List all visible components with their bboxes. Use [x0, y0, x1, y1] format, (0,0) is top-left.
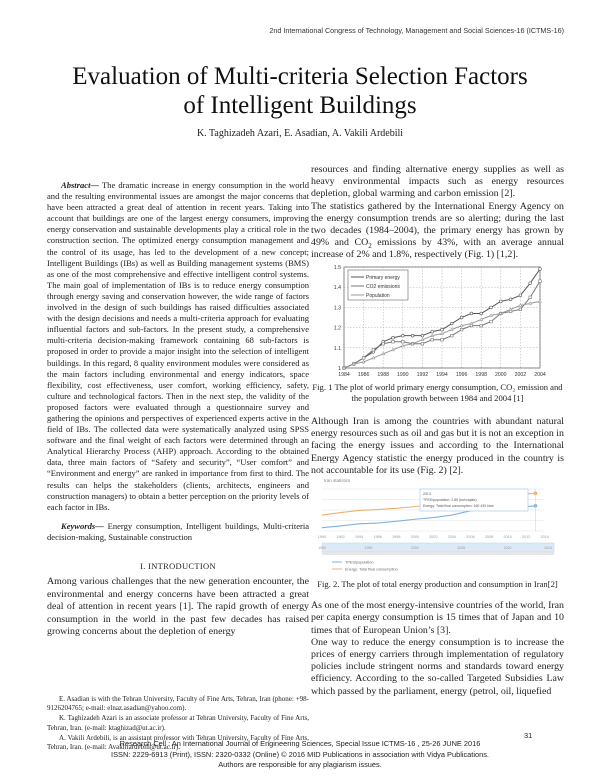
legend-label: TPES/population: [345, 560, 374, 565]
x-tick-label: 2002: [429, 535, 438, 540]
data-point: [480, 324, 483, 327]
x-tick-label: 2004: [447, 535, 457, 540]
paper-title: [0, 62, 600, 120]
data-point: [460, 316, 463, 319]
text: emissions by 43%, with an average annual increase of 2% and 1.8%, respectively (Fig. 1) [1,2].: [311, 237, 564, 261]
text: The statistics gathered by the International Energy Agency on the energy consumption trends are so alerting; during the last two decades (1984–2004), the primary energy has grown by 49% and CO: [311, 200, 564, 249]
data-point: [372, 348, 375, 351]
figure-2-caption: Fig. 2. The plot of total energy production and consumption in Iran[2]: [317, 579, 558, 590]
x-tick-label: 2012: [521, 535, 531, 540]
data-point: [441, 328, 444, 331]
data-point: [402, 340, 405, 343]
x-tick-label: 2006: [466, 535, 475, 540]
data-point: [460, 328, 463, 331]
legend-label: Energy: Total final consumption: [345, 567, 398, 572]
x-tick-label: 2004: [534, 371, 546, 378]
figure-2-chart: [318, 477, 558, 577]
navigator-tick: 1990: [318, 546, 326, 551]
title-line: of Intelligent Buildings: [183, 92, 417, 119]
x-tick-label: 1990: [397, 371, 409, 378]
x-tick-label: 1998: [475, 371, 487, 378]
x-tick-label: 2000: [410, 535, 420, 540]
legend-label: CO2 emissions: [366, 283, 400, 290]
right-paragraphs-1: [311, 164, 564, 262]
chart-title: Iran statistics: [324, 478, 351, 484]
x-tick-label: 1992: [416, 371, 429, 378]
x-tick-label: 1988: [377, 371, 389, 378]
y-tick-label: 1.5: [333, 264, 341, 271]
x-tick-label: 2014: [540, 535, 549, 540]
legend-label: Population: [366, 292, 390, 299]
data-point: [411, 334, 414, 337]
data-point: [470, 312, 473, 315]
data-point: [421, 342, 424, 345]
tooltip-year: 2013: [423, 492, 431, 497]
footnote: K. Taghizadeh Azari is an associate professor at Tehran University, Faculty of Fine Arts, Tehran, Iran. (e-mail: ktaghizad@ut.ac.ir).: [47, 714, 309, 732]
data-point: [392, 340, 395, 343]
abstract-label: Abstract—: [61, 180, 99, 190]
paragraph: One way to reduce the energy consumption is to increase the prices of energy carriers through implementation of regulatory policies include stringent norms and standards toward energy efficiency. According to the so-called Targeted Subsidies Law which passed by the parliament, energy (petrol, oil, liquefied: [311, 636, 564, 697]
keywords-text: Energy consumption, Intelligent buildings, Multi-criteria decision-making, Sustainable construction: [47, 520, 309, 542]
right-paragraphs-2: [311, 600, 564, 698]
x-tick-label: 2008: [484, 535, 494, 540]
navigator-tick: 2000: [410, 546, 419, 551]
title-line: Evaluation of Multi-criteria Selection Factors: [72, 63, 528, 90]
abstract-text: The dramatic increase in energy consumption in the world and the resulting environmental issues are amongst the major concerns that have been attracted a great deal of attention in recent years. Taking into account that buildings are one of the largest energy consumers, improving energy conservation and sustainable developments play a critical role in the construction section. The optimized energy consumption management and the control of its usage, has led to the development of a new concept; Intelligent Buildings (IBs) as well as Building management systems (BMS) as one of the most comprehensive and effective intelligent control systems. The main goal of implementation of IBs is to reduce energy consumption through energy saving and conservation however, the wide range of factors involved in the design of such buildings has raised difficulties associated with the design decisions and needs a multi-criteria approach for evaluating influential factors and sub-factors. In the present study, a comprehensive multi-criteria decision-making framework containing 68 sub-factors is proposed in order to provide a major insight into the selection of intelligent buildings. In this regard, 8 quality environment modules were considered as the main factors including environmental and energy indicators, space flexibility, cost effectiveness, user comfort, working efficiency, safety, culture and technological factors. Then in the next step, the validity of the proposed factors were evaluated through a questionnaire survey and gathering the opinions and perspectives of experienced experts active in the field of IBs. The collected data were systematically analyzed using SPSS software and the final weight of each factors were determined through an Analytical Hierarchy Process (AHP) approach. According to the obtained data, three main factors of “Safety and security”, “User comfort” and “Environment and energy” are ranked in importance from first to third. The results can helps the stakeholders (clients, architects, engineers and construction managers) to obtain a better perception on the priority levels of each factor in IBs.: [47, 180, 309, 512]
data-point: [509, 298, 512, 301]
footnote: A. Vakili Ardebili, is an assistant professor with Tehran University, Faculty of Fine Arts, Tehran, Iran. (e-mail: Avakiliardebili@ut.ac.ir).: [47, 733, 309, 752]
x-tick-label: 2002: [514, 371, 527, 378]
keywords: [47, 521, 309, 543]
tooltip-line: Energy: Total final consumption: 160 439 ktoe: [423, 504, 494, 509]
journal-footer: [0, 739, 600, 771]
legend-label: Primary energy: [366, 274, 400, 281]
navigator-range: [322, 543, 554, 552]
keywords-label: Keywords—: [61, 520, 104, 531]
x-tick-label: 1996: [455, 371, 468, 378]
page-number: 31: [524, 731, 533, 740]
x-tick-label: 1984: [338, 371, 350, 378]
x-tick-label: 1998: [392, 535, 401, 540]
x-tick-label: 2000: [495, 371, 507, 378]
figure-1-caption: Fig. 1 The plot of world primary energy consumption, CO₂ emission and the population growth between 1984 and 2004 [1]: [312, 381, 563, 403]
x-tick-label: 1994: [436, 371, 448, 378]
data-point: [529, 296, 532, 299]
footnote: E. Asadian is with the Tehran University, Faculty of Fine Arts, Tehran, Iran (phone: +98-9126204765; e-mail: elnaz.asadian@yahoo.com).: [47, 694, 309, 713]
data-point: [539, 267, 542, 270]
footer-line: ISSN: 2229-6913 (Print), ISSN: 2320-0332 (Online) © 2016 MID Publications in association with Vidya Publications.: [111, 749, 489, 759]
intro-paragraph: Among various challenges that the new generation encounter, the environmental and energy concerns have been attracted a great deal of attention in recent years [1]. The rapid growth of energy consumption in the world in the past few decades has raised growing concerns about the depletion of energy: [47, 576, 309, 637]
data-point: [451, 334, 454, 337]
left-column: [47, 180, 309, 753]
data-point: [529, 281, 532, 284]
section-heading: I. INTRODUCTION: [140, 561, 216, 571]
navigator-tick: 2005: [457, 546, 466, 551]
paragraph: As one of the most energy-intensive countries of the world, Iran per capita energy consumption is 15 times that of Japan and 10 times that of European Union’s [3].: [311, 600, 564, 636]
data-point: [401, 334, 404, 337]
right-column: [311, 164, 564, 698]
subscript: 2: [368, 242, 372, 251]
figure-1-chart: [318, 262, 563, 382]
x-tick-label: 1994: [354, 535, 364, 540]
navigator-tick: 2010: [503, 546, 512, 551]
paragraph: Although Iran is among the countries with abundant natural energy resources such as oil and gas but it is not an exception in facing the energy issues and according to the International Energy Agency statistic the energy produced in the country is not accountable for its use (Fig. 2) [2].: [311, 416, 564, 476]
conference-header: 2nd International Congress of Technology, Management and Social Sciences-16 (ICTMS-16): [269, 26, 564, 35]
data-point: [362, 356, 365, 359]
y-tick-label: 1.1: [333, 345, 341, 352]
authors: K. Taghizadeh Azari, E. Asadian, A. Vakili Ardebili: [196, 128, 404, 139]
y-tick-label: 1.4: [333, 284, 341, 291]
data-point: [499, 300, 502, 303]
data-point: [519, 294, 522, 297]
x-tick-label: 1992: [336, 535, 345, 540]
data-point: [519, 308, 522, 311]
data-point: [450, 322, 453, 325]
paragraph: [311, 201, 564, 262]
x-tick-label: 1986: [357, 371, 370, 378]
footer-line: Authors are responsible for any plagiarism issues.: [218, 760, 382, 769]
x-tick-label: 2010: [503, 535, 512, 540]
x-tick-label: 1990: [318, 535, 327, 540]
data-point: [490, 320, 493, 323]
data-point: [392, 336, 395, 339]
data-point: [490, 306, 493, 309]
data-point: [441, 338, 444, 341]
abstract: [47, 180, 309, 513]
data-point: [382, 342, 385, 345]
data-point: [480, 312, 483, 315]
y-tick-label: 1: [338, 365, 341, 372]
navigator-tick: 2015: [544, 546, 552, 551]
tooltip-line: TPES/population: 2.85 (toe/capita): [423, 498, 477, 503]
navigator-scrollbar: [322, 552, 554, 555]
y-tick-label: 1.2: [333, 325, 341, 332]
footer-line: Research Cell : An International Journal of Engineering Sciences, Special Issue ICTMS-16 , 25-26 JUNE 2016: [119, 739, 481, 748]
x-tick-label: 1996: [373, 535, 382, 540]
data-point: [539, 279, 542, 282]
y-tick-label: 1.3: [333, 305, 341, 312]
navigator-tick: 1995: [364, 546, 373, 551]
data-point: [421, 334, 424, 337]
paragraph: resources and finding alternative energy supplies as well as heavy environmental impacts such as energy resources depletion, global warming and carbon emission [2].: [311, 164, 564, 200]
data-point: [431, 330, 434, 333]
data-point: [431, 338, 434, 341]
